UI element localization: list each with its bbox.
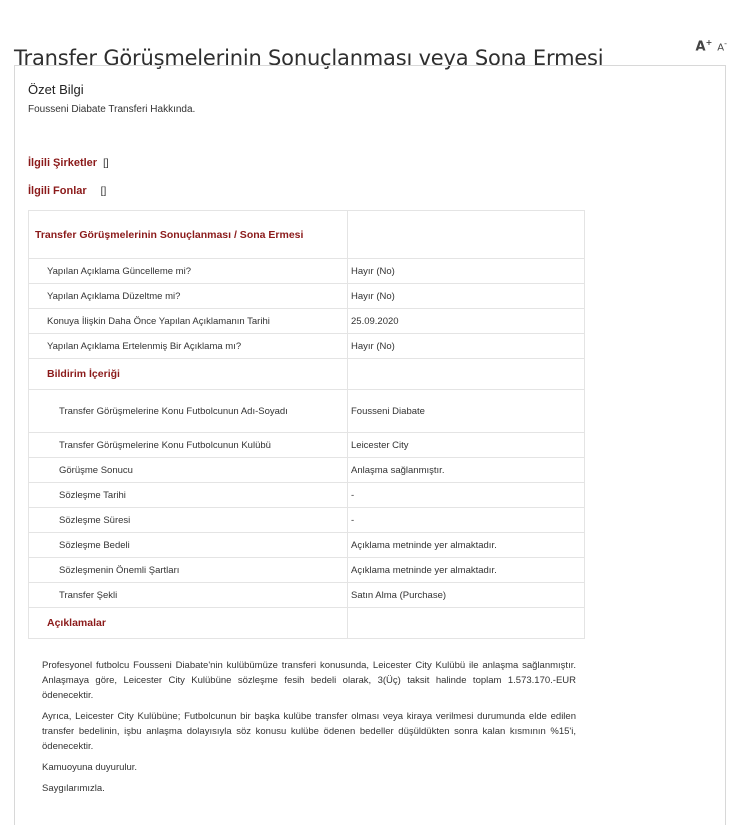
row-value: Hayır (No) [348,259,585,284]
font-increase-button[interactable]: A+ [695,38,713,55]
table-row [29,583,585,608]
row-label: Sözleşmenin Önemli Şartları [29,558,348,583]
row-value: Satın Alma (Purchase) [348,583,585,608]
row-value: Açıklama metninde yer almaktadır. [348,558,585,583]
table-row [29,558,585,583]
table-row [29,433,585,458]
row-label: Sözleşme Tarihi [29,483,348,508]
table-row [29,508,585,533]
row-value: Hayır (No) [348,334,585,359]
notes-paragraph: Profesyonel futbolcu Fousseni Diabate'nin kulübümüze transferi konusunda, Leicester City Kulübü ile anlaşma sağlanmıştır. Anlaşmaya göre, Leicester City Kulübüne sözleşme fesih bedeli olarak, 3(Üç) taksit halinde toplam 1.573.170.-EUR ödenecektir. [42,660,576,701]
related-companies-toggle-icon[interactable]: [] [103,158,109,169]
section-row [29,608,585,639]
disclosure-table [28,210,585,639]
row-label: Transfer Görüşmelerine Konu Futbolcunun Adı-Soyadı [29,390,348,433]
row-value: Hayır (No) [348,284,585,309]
related-funds-toggle-icon[interactable]: [] [100,186,107,197]
section-empty-cell [348,608,585,639]
section-heading-notes: Açıklamalar [29,608,348,639]
section-row [29,359,585,390]
related-companies-label: İlgili Şirketler [28,157,98,169]
font-decrease-button[interactable]: A- [717,39,727,54]
notes-paragraph: Kamuoyuna duyurulur. [42,762,138,773]
table-row [29,334,585,359]
table-header: Transfer Görüşmelerinin Sonuçlanması / Sona Ermesi [29,211,348,259]
row-value: Açıklama metninde yer almaktadır. [348,533,585,558]
summary-text: Fousseni Diabate Transferi Hakkında. [28,104,196,115]
section-heading-content: Bildirim İçeriği [29,359,348,390]
related-funds-label: İlgili Fonlar [28,185,87,197]
row-label: Yapılan Açıklama Düzeltme mi? [29,284,348,309]
row-label: Transfer Görüşmelerine Konu Futbolcunun Kulübü [29,433,348,458]
related-companies-link[interactable] [28,157,109,169]
notes-text [42,658,576,802]
row-label: Sözleşme Bedeli [29,533,348,558]
row-value: Anlaşma sağlanmıştır. [348,458,585,483]
table-row [29,390,585,433]
notes-paragraph: Ayrıca, Leicester City Kulübüne; Futbolcunun bir başka kulübe transfer olması veya kiraya verilmesi durumunda elde edilen transfer bedelinin, işbu anlaşma dolayısıyla söz konusu kulübe ödenen bedeller düşüldükten sonra kalan kısmının %15'i, ödenecektir. [42,711,576,752]
table-row [29,259,585,284]
table-row [29,309,585,334]
related-funds-link[interactable] [28,185,106,197]
row-value: - [348,483,585,508]
font-size-controls [696,38,728,54]
page-title: Transfer Görüşmelerinin Sonuçlanması veya Sona Ermesi [14,46,604,71]
summary-heading: Özet Bilgi [28,82,84,97]
table-row [29,458,585,483]
row-value: Leicester City [348,433,585,458]
table-row [29,284,585,309]
row-label: Sözleşme Süresi [29,508,348,533]
row-value: 25.09.2020 [348,309,585,334]
disclosure-panel [14,65,726,825]
row-value: - [348,508,585,533]
row-label: Konuya İlişkin Daha Önce Yapılan Açıklamanın Tarihi [29,309,348,334]
row-label: Yapılan Açıklama Güncelleme mi? [29,259,348,284]
table-row [29,483,585,508]
table-header-row [29,211,585,259]
notes-paragraph: Saygılarımızla. [42,783,105,794]
table-row [29,533,585,558]
table-header-value [348,211,585,259]
row-label: Görüşme Sonucu [29,458,348,483]
row-value: Fousseni Diabate [348,390,585,433]
row-label: Transfer Şekli [29,583,348,608]
row-label: Yapılan Açıklama Ertelenmiş Bir Açıklama mı? [29,334,348,359]
section-empty-cell [348,359,585,390]
